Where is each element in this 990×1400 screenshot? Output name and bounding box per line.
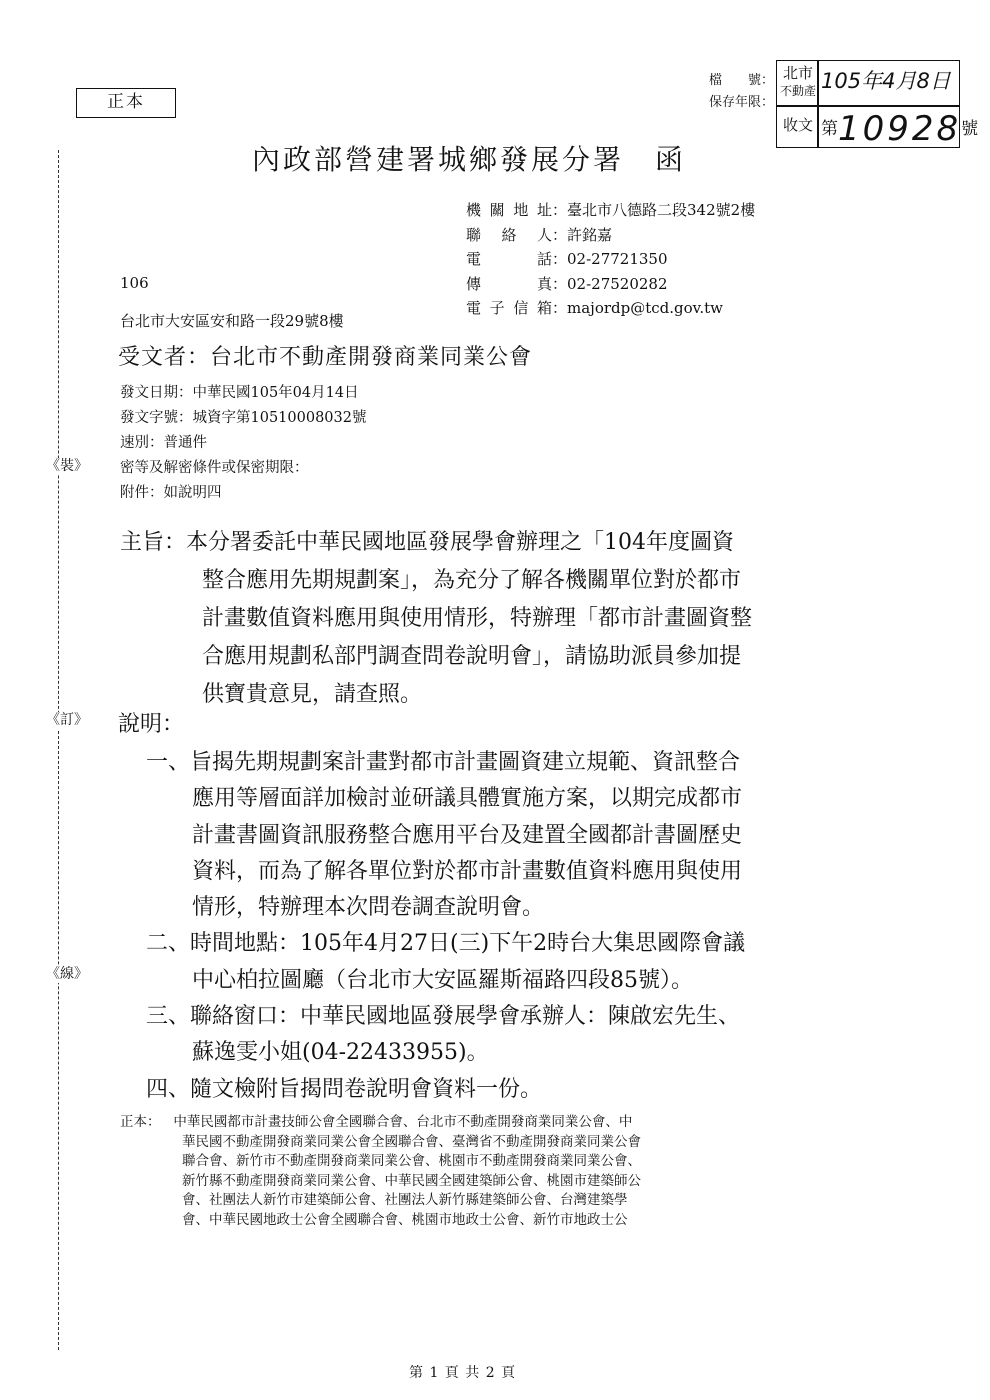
urgency: 速別：普通件 [120, 435, 207, 451]
stamp-organization: 北市 不動產 [779, 64, 816, 98]
phone-number: 02-27721350 [567, 250, 668, 268]
subject-line: 供寶貴意見，請查照。 [202, 682, 423, 707]
postal-code: 106 [120, 274, 149, 292]
fax-number: 02-27520282 [567, 274, 668, 293]
confidentiality: 密等及解密條件或保密期限： [120, 460, 309, 476]
subject-line: 計畫數值資料應用與使用情形，特辦理「都市計畫圖資整 [202, 606, 753, 631]
file-number-label: 檔 號： [708, 73, 774, 88]
file-info [678, 70, 774, 114]
contact-row: 聯絡人：許銘嘉 [466, 225, 613, 244]
attachment: 附件：如說明四 [120, 485, 222, 501]
cc-label: 正本： [120, 1114, 161, 1130]
agency-address: 臺北市八德路二段342號2樓 [567, 201, 756, 219]
binding-mark-ding: 《訂》 [46, 712, 88, 728]
explanation-item-4: 四、隨文檢附旨揭問卷說明會資料一份。 [146, 1076, 543, 1102]
binding-mark-zhuang: 《裝》 [46, 458, 88, 474]
document-meta [120, 381, 366, 506]
original-recipients-list: 正本： 中華民國都市計畫技師公會全國聯合會、台北市不動產開發商業同業公會、中 華民國不動產開發商業同業公會全國聯合會、臺灣省不動產開發商業同業公會 聯合會、新竹市不動產開發商業同業公會、桃園市不動產開發商業同業公會、 新竹縣不動產開發商業同業公會、中華民國全國建築師公會、桃園市建築師公 會、社團法人新竹市建築師公會、社團法人新竹縣建築師公會、台灣建築學 會、中華民國地政士公會全國聯合會、桃園市地政士公會、新竹市地政士公 [120, 1114, 641, 1228]
recipient-address: 台北市大安區安和路一段29號8樓 [120, 312, 344, 330]
item-number: 一、 [146, 750, 191, 775]
contact-row: 電話：02-27721350 [466, 250, 668, 268]
copy-type-label: 正本 [76, 88, 176, 118]
item-number: 四、 [146, 1076, 191, 1102]
subject-line: 合應用規劃私部門調查問卷說明會」，請協助派員參加提 [202, 644, 742, 669]
binding-margin-line [58, 150, 59, 1350]
binding-mark-xian: 《線》 [46, 966, 88, 982]
receipt-stamp [776, 60, 979, 149]
item-number: 二、 [146, 931, 191, 957]
contact-row: 機關地址：臺北市八德路二段342號2樓 [466, 201, 756, 219]
contact-person: 許銘嘉 [567, 225, 613, 244]
subject-line: 整合應用先期規劃案」，為充分了解各機關單位對於都市 [202, 568, 742, 593]
explanation-item-2: 二、時間地點：105年4月27日(三)下午2時台大集思國際會議 中心柏拉圖廳（台北市大安區羅斯福路四段85號）。 [146, 931, 746, 993]
subject-section [120, 524, 752, 714]
agency-contact-block [466, 198, 755, 321]
explanation-item-1: 一、旨揭先期規劃案計畫對都市計畫圖資建立規範、資訊整合 應用等層面詳加檢討並研議具體實施方案，以期完成都市 計畫書圖資訊服務整合應用平台及建置全國都計書圖歷史 資料，而為了解各單位對於都市計畫數值資料應用與使用 情形，特辦理本次問卷調查說明會。 [146, 750, 743, 921]
stamp-date: 105年4月8日 [821, 69, 951, 93]
contact-row: 傳真：02-27520282 [466, 274, 668, 293]
stamp-received-label: 收文 [782, 116, 813, 134]
stamp-serial: 第10928號 [821, 109, 979, 149]
subject-label: 主旨： [120, 530, 187, 555]
explanation-items [146, 745, 745, 1108]
contact-row: 電子信箱：majordp@tcd.gov.tw [466, 299, 723, 317]
page-number: 第 1 頁 共 2 頁 [409, 1365, 517, 1381]
explanation-label: 說明： [118, 712, 185, 737]
subject-line: 主旨：本分署委託中華民國地區發展學會辦理之「104年度圖資 [120, 530, 735, 555]
issue-date: 發文日期：中華民國105年04月14日 [120, 385, 359, 401]
document-number: 發文字號：城資字第10510008032號 [120, 410, 367, 426]
document-title: 內政部營建署城鄉發展分署 函 [252, 143, 687, 176]
recipient: 受文者：台北市不動產開發商業同業公會 [118, 345, 533, 370]
email-address: majordp@tcd.gov.tw [567, 299, 723, 317]
stamp-serial-number: 10928 [838, 109, 962, 149]
item-number: 三、 [146, 1004, 191, 1030]
retention-period-label: 保存年限： [708, 95, 774, 110]
explanation-item-3: 三、聯絡窗口：中華民國地區發展學會承辦人：陳啟宏先生、 蘇逸雯小姐(04-22433955)。 [146, 1004, 741, 1066]
